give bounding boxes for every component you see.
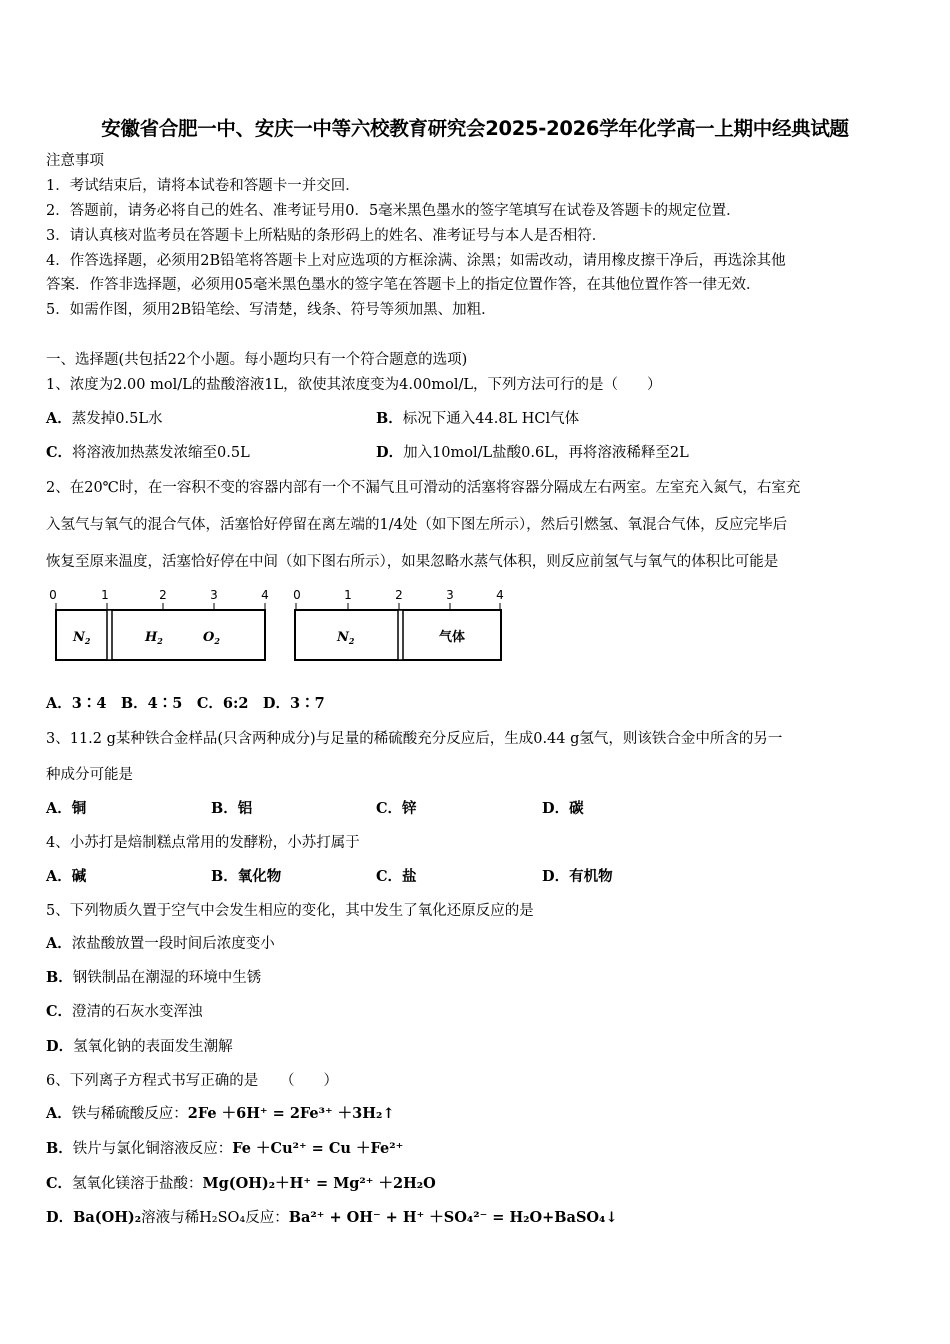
q4-stem: 4、小苏打是焙制糕点常用的发酵粉，小苏打属于 xyxy=(46,835,360,851)
tick-3: 3 xyxy=(210,588,218,602)
q1-c-text: 将溶液加热蒸发浓缩至0.5L xyxy=(72,445,250,461)
q2-line-2: 入氢气与氧气的混合气体，活塞恰好停留在离左端的1/4处（如下图左所示），然后引燃氢、氧混合气体，反应完毕后 xyxy=(46,517,788,533)
piston-left xyxy=(107,610,112,660)
q6-option-a: A．铁与稀硫酸反应：2Fe ＋6H⁺ = 2Fe³⁺ ＋3H₂↑ xyxy=(46,1105,395,1122)
notice-item-4: 4．作答选择题，必须用2B铅笔将答题卡上对应选项的方框涂满、涂黑；如需改动，请用橡皮擦干净后，再选涂其他 xyxy=(46,253,786,269)
q3-line-1: 3、11.2 g某种铁合金样品(只含两种成分)与足量的稀硫酸充分反应后，生成0.44 g氢气，则该铁合金中所含的另一 xyxy=(46,731,783,747)
q6-option-d: D．Ba(OH)₂溶液与稀H₂SO₄反应：Ba²⁺ + OH⁻ + H⁺ ＋SO₄²⁻ = H₂O+BaSO₄↓ xyxy=(46,1209,618,1226)
q1-option-b xyxy=(376,410,579,428)
piston-right xyxy=(398,610,403,660)
notice-item-3: 3．请认真核对监考员在答题卡上所粘贴的条形码上的姓名、准考证号与本人是否相符． xyxy=(46,228,607,244)
page-title: 安徽省合肥一中、安庆一中等六校教育研究会2025-2026学年化学高一上期中经典试题 xyxy=(101,117,849,140)
q4-option-c: C．盐 xyxy=(376,868,417,885)
label-h2: $H_2$ xyxy=(145,630,163,646)
q1-a-text: 蒸发掉0.5L水 xyxy=(71,411,163,427)
notice-item-5: 5．如需作图，须用2B铅笔绘、写清楚，线条、符号等须加黑、加粗． xyxy=(46,302,496,318)
q1-d-text: 加入10mol/L盐酸0.6L，再将溶液稀释至2L xyxy=(403,445,689,461)
q1-c-label: C． xyxy=(46,444,73,461)
tick-4: 4 xyxy=(496,588,504,602)
notice-item-1: 1．考试结束后，请将本试卷和答题卡一并交回． xyxy=(46,178,360,194)
label-gas: 气体 xyxy=(438,630,466,645)
q5-option-d: D．氢氧化钠的表面发生潮解 xyxy=(46,1038,233,1055)
q1-a-label: A． xyxy=(46,410,72,427)
q4-option-a: A．碱 xyxy=(46,868,87,885)
q6-stem: 6、下列离子方程式书写正确的是 （ ） xyxy=(46,1073,338,1089)
q1-b-label: B． xyxy=(376,410,403,427)
tick-0: 0 xyxy=(293,588,301,602)
q1-d-label: D． xyxy=(376,444,404,461)
container-left xyxy=(56,610,265,660)
q2-diagram-left xyxy=(46,585,276,667)
tick-4: 4 xyxy=(261,588,269,602)
q4-option-d: D．有机物 xyxy=(542,868,613,885)
notice-item-4-cont: 答案．作答非选择题，必须用05毫米黑色墨水的签字笔在答题卡上的指定位置作答，在其他位置作答一律无效． xyxy=(46,277,761,293)
notice-heading: 注意事项 xyxy=(46,153,104,169)
q1-b-text: 标况下通入44.8L HCl气体 xyxy=(402,411,580,427)
q3-option-b: B．铝 xyxy=(211,800,253,817)
tick-0: 0 xyxy=(49,588,57,602)
label-o2: $O_2$ xyxy=(203,630,220,646)
q2-diagram-right xyxy=(288,585,508,667)
tick-2: 2 xyxy=(159,588,167,602)
q3-option-d: D．碳 xyxy=(542,800,584,817)
q2-line-1: 2、在20℃时，在一容积不变的容器内部有一个不漏气且可滑动的活塞将容器分隔成左右两室。左室充入氮气，右室充 xyxy=(46,480,801,496)
section-heading: 一、选择题(共包括22个小题。每小题均只有一个符合题意的选项) xyxy=(46,352,468,368)
q2-line-3: 恢复至原来温度，活塞恰好停在中间（如下图右所示），如果忽略水蒸气体积，则反应前氢气与氧气的体积比可能是 xyxy=(46,554,779,570)
q5-option-b: B．钢铁制品在潮湿的环境中生锈 xyxy=(46,969,262,986)
q6-option-c: C．氢氧化镁溶于盐酸：Mg(OH)₂＋H⁺ = Mg²⁺ ＋2H₂O xyxy=(46,1175,436,1192)
label-n2-left: $N_2$ xyxy=(73,630,91,646)
q1-option-a xyxy=(46,410,162,428)
q6-option-b: B．铁片与氯化铜溶液反应：Fe ＋Cu²⁺ = Cu ＋Fe²⁺ xyxy=(46,1140,404,1157)
q4-option-b: B．氧化物 xyxy=(211,868,282,885)
q5-option-a: A．浓盐酸放置一段时间后浓度变小 xyxy=(46,935,275,952)
q1-option-d xyxy=(376,444,689,462)
q1-option-c xyxy=(46,444,250,462)
tick-3: 3 xyxy=(446,588,454,602)
q3-line-2: 种成分可能是 xyxy=(46,767,133,783)
notice-item-2: 2．答题前，请务必将自己的姓名、准考证号用0．5毫米黑色墨水的签字笔填写在试卷及答题卡的规定位置． xyxy=(46,203,741,219)
label-n2-right: $N_2$ xyxy=(337,630,355,646)
q5-option-c: C．澄清的石灰水变浑浊 xyxy=(46,1003,203,1020)
q5-stem: 5、下列物质久置于空气中会发生相应的变化，其中发生了氧化还原反应的是 xyxy=(46,903,534,919)
tick-2: 2 xyxy=(395,588,403,602)
tick-1: 1 xyxy=(344,588,352,602)
tick-1: 1 xyxy=(101,588,109,602)
q2-options: A．3∶4 B．4∶5 C．6:2 D．3∶7 xyxy=(46,695,325,712)
q1-stem: 1、浓度为2.00 mol/L的盐酸溶液1L，欲使其浓度变为4.00mol/L，下列方法可行的是（ ） xyxy=(46,377,662,393)
q3-option-a: A．铜 xyxy=(46,800,87,817)
q3-option-c: C．锌 xyxy=(376,800,417,817)
